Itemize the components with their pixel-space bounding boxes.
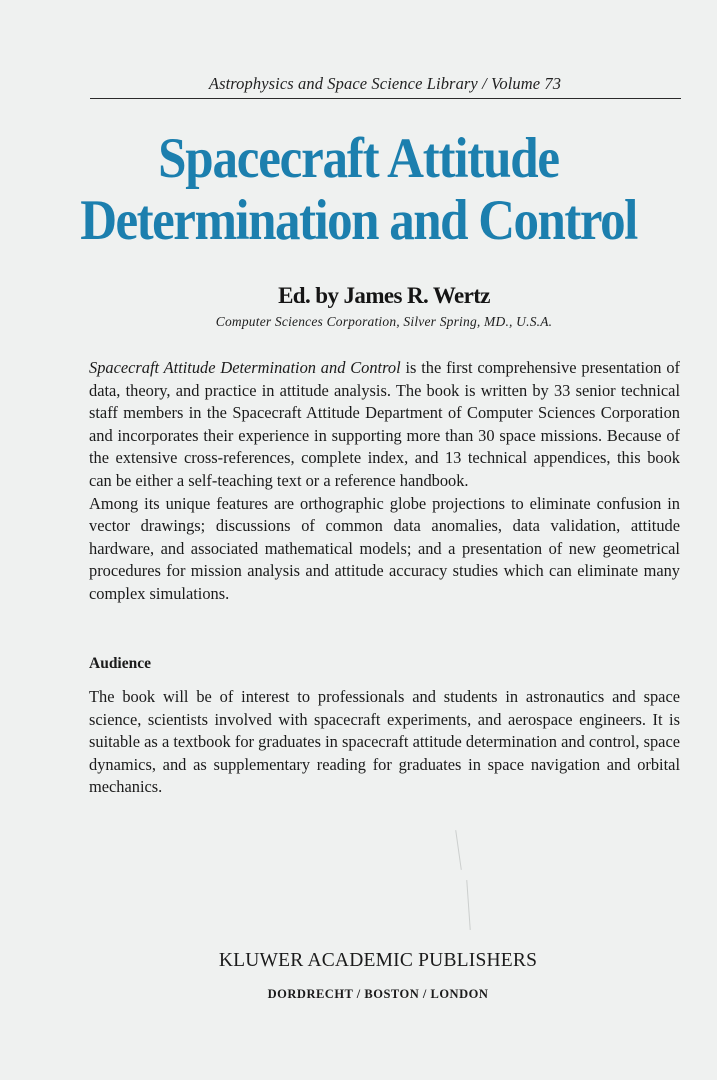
description: [89, 357, 680, 606]
title-line-2: Determination and Control: [80, 189, 637, 253]
publisher-cities: DORDRECHT / BOSTON / LONDON: [267, 987, 489, 1001]
audience-text: The book will be of interest to professionals and students in astronautics and space science, scientists involved with spacecraft experiments, and aerospace engineers. It is suitable as a textbook for graduates in spacecraft attitude determination and control, space dynamics, and as supplementary reading for graduates in space navigation and orbital mechanics.: [89, 687, 680, 797]
description-paragraph-1: [89, 357, 680, 493]
series-rule: [90, 98, 681, 99]
editor-credit: Ed. by James R. Wertz: [278, 283, 490, 308]
cover-scuff: [455, 830, 462, 870]
cover-scuff: [466, 880, 470, 930]
editor-affiliation: Computer Sciences Corporation, Silver Spring, MD., U.S.A.: [215, 314, 553, 329]
description-title-ref: Spacecraft Attitude Determination and Control: [89, 358, 401, 377]
book-title: [0, 128, 717, 252]
audience-heading: Audience: [89, 655, 151, 672]
audience-section: [89, 686, 680, 799]
description-paragraph-2: Among its unique features are orthographic globe projections to eliminate confusion in vector drawings; discussions of common data anomalies, data validation, attitude hardware, and associated mathematical models; and a presentation of new geometrical procedures for mission analysis and attitude accuracy studies which can eliminate many complex simulations.: [89, 493, 680, 603]
publisher-name: KLUWER ACADEMIC PUBLISHERS: [218, 950, 538, 971]
title-line-1: Spacecraft Attitude: [158, 127, 559, 191]
description-paragraph-1-text: is the first comprehensive presentation of data, theory, and practice in attitude analysis. The book is written by 33 senior technical staff members in the Spacecraft Attitude Department of Computer Sciences Corporation and incorporates their experience in supporting more than 30 space missions. Because of the extensive cross-references, complete index, and 13 technical appendices, this book can be either a self-teaching text or a reference handbook.: [89, 358, 680, 490]
series-line: Astrophysics and Space Science Library / Volume 73: [208, 74, 562, 93]
